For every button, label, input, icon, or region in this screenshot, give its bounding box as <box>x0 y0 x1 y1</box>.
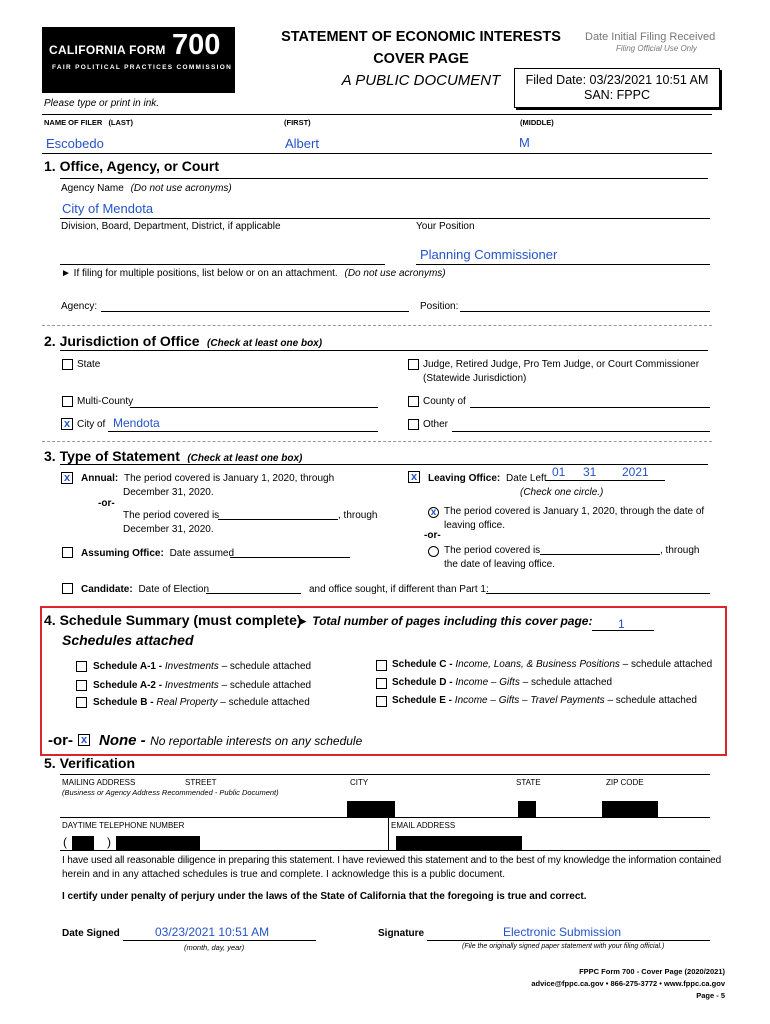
section-1-title: 1. Office, Agency, or Court <box>44 158 220 174</box>
multi-county-label: Multi-County <box>77 396 134 407</box>
left-date-line <box>545 480 665 481</box>
phone-email-divider <box>388 818 389 850</box>
schedule-a1-desc: Investments <box>164 661 219 672</box>
county-checkbox[interactable] <box>408 396 419 407</box>
phone-label: DAYTIME TELEPHONE NUMBER <box>62 821 185 830</box>
street-label: STREET <box>185 778 217 787</box>
date-signed-line <box>123 940 316 941</box>
leaving-row <box>428 473 547 484</box>
multiple-note-acronyms: (Do not use acronyms) <box>344 268 446 279</box>
date-signed-field[interactable]: 03/23/2021 10:51 AM <box>155 925 270 939</box>
schedule-e-desc: Income – Gifts – Travel Payments <box>454 695 605 706</box>
schedule-d-checkbox[interactable] <box>376 678 387 689</box>
schedule-e-suffix: – schedule attached <box>607 695 697 706</box>
assuming-date-line <box>230 557 350 558</box>
middle-name-field[interactable]: M <box>519 135 530 150</box>
section-5-rule <box>60 774 710 775</box>
section-4-title: 4. Schedule Summary (must complete) <box>44 612 302 628</box>
leave-option-1: The period covered is January 1, 2020, through the date of <box>444 506 705 517</box>
judge-label-2: (Statewide Jurisdiction) <box>423 373 527 384</box>
agency-line <box>60 218 710 219</box>
other-checkbox[interactable] <box>408 419 419 430</box>
schedule-c-desc: Income, Loans, & Business Positions <box>455 659 620 670</box>
date-left-label: Date Left <box>506 473 547 484</box>
none-desc: No reportable interests on any schedule <box>150 734 363 748</box>
schedule-d-suffix: – schedule attached <box>522 677 613 688</box>
or-label-2: -or- <box>424 530 441 541</box>
zip-label: ZIP CODE <box>606 778 644 787</box>
phone-paren-open: ( <box>63 835 67 849</box>
agency2-line <box>101 311 409 312</box>
name-label: NAME OF FILER <box>44 118 103 127</box>
date-signed-label: Date Signed <box>62 928 120 939</box>
annual-text-2: December 31, 2020. <box>123 487 214 498</box>
footer-page-number: Page - 5 <box>696 991 725 1000</box>
leave-option-1-radio[interactable]: x <box>428 507 439 518</box>
schedule-a2-suffix: – schedule attached <box>221 680 312 691</box>
city-line <box>108 431 378 432</box>
leave-option-1b: leaving office. <box>444 520 505 531</box>
position2-line <box>460 311 710 312</box>
section-3-title-text: 3. Type of Statement <box>44 448 180 464</box>
period-text: The period covered is <box>123 510 220 521</box>
form-number: 700 <box>172 29 221 61</box>
other-line <box>452 431 710 432</box>
schedule-e-checkbox[interactable] <box>376 696 387 707</box>
section-1-rule <box>60 178 708 179</box>
signature-note: (File the originally signed paper statement with your filing official.) <box>462 943 665 950</box>
schedule-a2-checkbox[interactable] <box>76 680 87 691</box>
assuming-checkbox[interactable] <box>62 547 73 558</box>
total-pages-line <box>592 630 654 631</box>
filer-name-line <box>42 153 712 154</box>
leave-option-2-through: , through <box>660 545 700 556</box>
section-2-title <box>44 333 322 351</box>
multi-county-checkbox[interactable] <box>62 396 73 407</box>
none-label: None - <box>99 732 146 749</box>
division-label: Division, Board, Department, District, if applicable <box>61 221 281 232</box>
section-5-title: 5. Verification <box>44 755 136 771</box>
first-label: (FIRST) <box>284 118 311 127</box>
left-day[interactable]: 31 <box>583 465 597 479</box>
multiple-positions-note <box>61 268 446 279</box>
or-label-1: -or- <box>98 498 115 509</box>
form-name: CALIFORNIA FORM <box>49 43 166 57</box>
schedule-e <box>392 695 697 706</box>
position-label: Your Position <box>416 221 475 232</box>
perjury-certification: I certify under penalty of perjury under the laws of the State of California that the foregoing is true and correct. <box>62 891 587 902</box>
position2-label: Position: <box>420 301 459 312</box>
filed-date-stamp <box>514 68 720 108</box>
address-line <box>60 817 710 818</box>
section-2-note: (Check at least one box) <box>207 338 323 349</box>
schedule-a1 <box>93 661 311 672</box>
redacted-email <box>396 836 522 850</box>
agency-note: (Do not use acronyms) <box>130 183 232 194</box>
schedule-b-suffix: – schedule attached <box>220 697 310 708</box>
schedule-c-suffix: – schedule attached <box>622 659 713 670</box>
county-line <box>470 407 710 408</box>
schedule-c <box>392 659 712 670</box>
county-label: County of <box>423 396 466 407</box>
schedule-d <box>392 677 612 688</box>
total-pages-field[interactable]: 1 <box>618 617 625 631</box>
schedule-c-checkbox[interactable] <box>376 660 387 671</box>
annual-row <box>81 473 334 484</box>
schedule-a1-checkbox[interactable] <box>76 661 87 672</box>
schedule-c-label: Schedule C - <box>392 659 453 670</box>
page-subtitle: COVER PAGE <box>373 51 469 67</box>
signature-line <box>427 940 710 941</box>
leaving-label: Leaving Office: <box>428 473 501 484</box>
agency-name-field[interactable]: City of Mendota <box>62 201 154 216</box>
leave-option-2-line <box>540 554 660 555</box>
diligence-statement: I have used all reasonable diligence in preparing this statement. I have reviewed this statement and to the best of my knowledge the information contained <box>62 855 721 866</box>
footer-form-id: FPPC Form 700 - Cover Page (2020/2021) <box>579 967 725 976</box>
mailing-address-label: MAILING ADDRESS <box>62 778 136 787</box>
other-label: Other <box>423 419 449 430</box>
check-one-note: (Check one circle.) <box>520 487 604 498</box>
schedule-d-desc: Income – Gifts <box>455 677 520 688</box>
state-label: State <box>77 359 101 370</box>
signature-label: Signature <box>378 928 425 939</box>
state-checkbox[interactable] <box>62 359 73 370</box>
agency2-label: Agency: <box>61 301 98 312</box>
office-sought-line <box>486 593 710 594</box>
schedule-b <box>93 697 310 708</box>
redacted-zip <box>602 801 658 817</box>
period-date-line <box>218 519 338 520</box>
form-label-block <box>42 27 235 93</box>
filed-date: Filed Date: 03/23/2021 10:51 AM <box>525 73 709 87</box>
annual-label: Annual: <box>81 473 119 484</box>
section-1-bottom <box>42 325 712 326</box>
leave-option-2: The period covered is <box>444 545 541 556</box>
filer-header-line <box>42 114 712 115</box>
phone-paren-close: ) <box>107 835 111 849</box>
city-address-label: CITY <box>350 778 369 787</box>
none-checkbox[interactable]: x <box>78 734 90 746</box>
position-field[interactable]: Planning Commissioner <box>420 247 558 262</box>
judge-checkbox[interactable] <box>408 359 419 370</box>
assuming-label: Assuming Office: <box>81 548 164 559</box>
schedule-a1-suffix: – schedule attached <box>221 661 312 672</box>
schedule-e-label: Schedule E - <box>392 695 453 706</box>
middle-label: (MIDDLE) <box>520 118 554 127</box>
agency-name-label <box>61 183 232 194</box>
email-label: EMAIL ADDRESS <box>391 821 456 830</box>
schedule-d-label: Schedule D - <box>392 677 453 688</box>
leaving-checkbox[interactable]: x <box>408 471 420 483</box>
division-line <box>60 264 385 265</box>
diligence-statement-2: herein and in any attached schedules is true and complete. I acknowledge this is a public document. <box>62 869 506 880</box>
city-field[interactable]: Mendota <box>113 416 160 430</box>
city-label: City of <box>77 419 106 430</box>
leave-option-2-radio[interactable] <box>428 546 439 557</box>
section-3-note: (Check at least one box) <box>187 453 303 464</box>
section-2-title-text: 2. Jurisdiction of Office <box>44 333 200 349</box>
total-pages-label: ► Total number of pages including this cover page: <box>297 614 593 628</box>
last-label: (LAST) <box>108 118 134 127</box>
annual-text: The period covered is January 1, 2020, through <box>124 473 335 484</box>
position-line <box>416 264 710 265</box>
none-row <box>99 732 362 750</box>
first-name-field[interactable]: Albert <box>285 136 319 151</box>
judge-label: Judge, Retired Judge, Pro Tem Judge, or Court Commissioner <box>423 359 700 370</box>
section-2-bottom <box>42 441 712 442</box>
office-sought-label: and office sought, if different than Part 1: <box>309 584 489 595</box>
candidate-checkbox[interactable] <box>62 583 73 594</box>
last-name-field[interactable]: Escobedo <box>46 136 104 151</box>
candidate-label: Candidate: <box>81 584 133 595</box>
date-format-note: (month, day, year) <box>184 943 245 952</box>
none-or-label: -or- <box>48 732 73 749</box>
period-text-2: December 31, 2020. <box>123 524 214 535</box>
state-address-label: STATE <box>516 778 541 787</box>
official-use-label: Filing Official Use Only <box>616 44 697 53</box>
ink-instructions: Please type or print in ink. <box>44 98 160 109</box>
multi-county-line <box>130 407 378 408</box>
schedule-b-checkbox[interactable] <box>76 697 87 708</box>
page-title: STATEMENT OF ECONOMIC INTERESTS <box>281 29 561 45</box>
san-number: SAN: FPPC <box>584 88 650 102</box>
schedules-attached-label: Schedules attached <box>62 632 194 648</box>
election-date-line <box>206 593 301 594</box>
candidate-row <box>81 584 209 595</box>
received-label: Date Initial Filing Received <box>585 31 716 43</box>
left-year[interactable]: 2021 <box>622 465 649 479</box>
date-election-label: Date of Election <box>138 584 210 595</box>
schedule-a2-label: Schedule A-2 - <box>93 680 163 691</box>
redacted-phone <box>116 836 200 850</box>
section-2-rule <box>60 350 708 351</box>
period-through: , through <box>338 510 378 521</box>
agency-label-text: Agency Name <box>61 183 124 194</box>
name-of-filer-label <box>44 118 133 127</box>
schedule-a2-desc: Investments <box>164 680 219 691</box>
redacted-area-code <box>72 836 94 850</box>
signature-field[interactable]: Electronic Submission <box>503 925 622 939</box>
commission-name: FAIR POLITICAL PRACTICES COMMISSION <box>52 64 233 71</box>
redacted-state <box>518 801 536 817</box>
schedule-a1-label: Schedule A-1 - <box>93 661 163 672</box>
leave-option-2b: the date of leaving office. <box>444 559 556 570</box>
schedule-a2 <box>93 680 311 691</box>
redacted-street <box>347 801 395 817</box>
schedule-b-desc: Real Property <box>156 697 218 708</box>
assuming-row <box>81 548 234 559</box>
section-3-rule <box>60 464 708 465</box>
left-month[interactable]: 01 <box>552 465 566 479</box>
phone-line <box>60 850 710 851</box>
date-assumed-label: Date assumed <box>169 548 235 559</box>
annual-checkbox[interactable]: x <box>61 472 73 484</box>
schedule-b-label: Schedule B - <box>93 697 154 708</box>
public-document-label: A PUBLIC DOCUMENT <box>341 72 501 89</box>
mailing-note: (Business or Agency Address Recommended - Public Document) <box>62 788 279 797</box>
city-checkbox[interactable]: x <box>61 418 73 430</box>
footer-contact: advice@fppc.ca.gov • 866-275-3772 • www.fppc.ca.gov <box>531 979 725 988</box>
multiple-note-text: ► If filing for multiple positions, list below or on an attachment. <box>61 268 338 279</box>
